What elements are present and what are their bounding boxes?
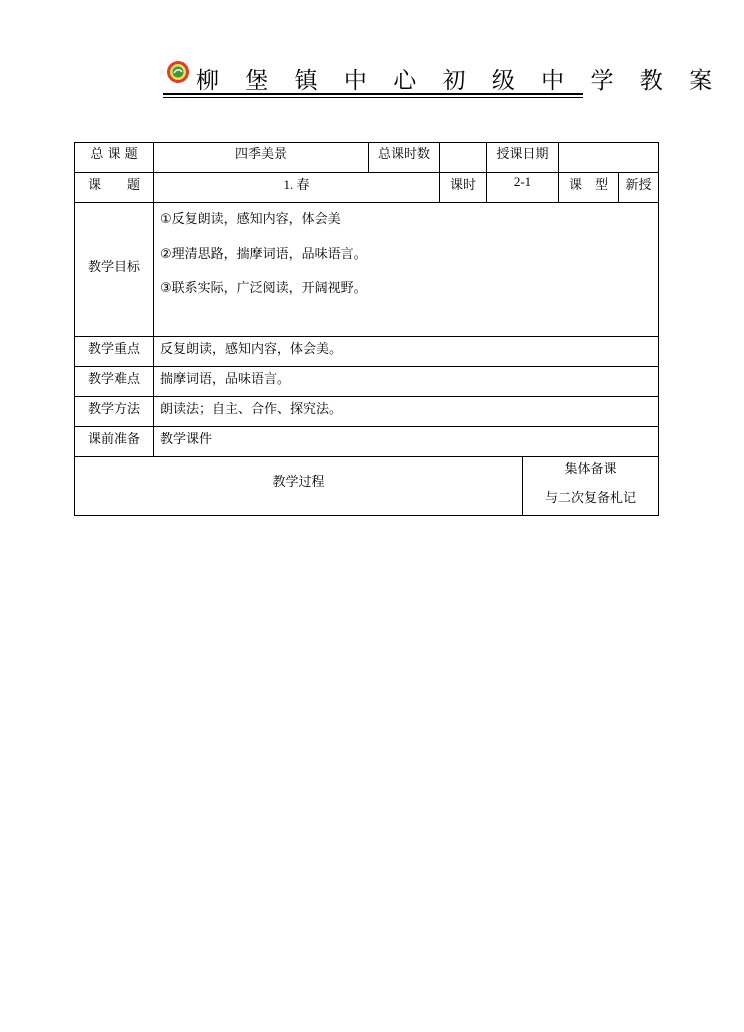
label-process: 教学过程 bbox=[272, 475, 325, 490]
goal-item-2: ②理清思路，揣摩词语，品味语言。 bbox=[160, 247, 367, 262]
lesson-value: 1. 春 bbox=[283, 177, 310, 192]
topic-value: 四季美景 bbox=[234, 147, 287, 162]
type-value: 新授 bbox=[625, 178, 652, 193]
label-date: 授课日期 bbox=[496, 147, 549, 162]
label-prep: 课前准备 bbox=[87, 432, 140, 447]
label-total-hours: 总课时数 bbox=[377, 147, 430, 162]
label-topic: 总 课 题 bbox=[90, 147, 138, 162]
label-period: 课时 bbox=[449, 178, 476, 193]
focus-value: 反复朗读，感知内容，体会美。 bbox=[160, 342, 343, 357]
label-method: 教学方法 bbox=[87, 402, 140, 417]
method-value: 朗读法；自主、合作、探究法。 bbox=[160, 402, 343, 417]
label-type: 课 型 bbox=[568, 178, 608, 193]
label-lesson: 课 题 bbox=[87, 178, 140, 193]
period-value: 2-1 bbox=[513, 174, 532, 189]
prep-value: 教学课件 bbox=[160, 432, 213, 447]
notes-label-line1: 集体备课 bbox=[564, 462, 617, 477]
page-title: 柳 堡 镇 中 心 初 级 中 学 教 案 bbox=[196, 68, 722, 94]
label-focus: 教学重点 bbox=[87, 342, 140, 357]
goal-item-3: ③联系实际，广泛阅读，开阔视野。 bbox=[160, 281, 367, 296]
goal-item-1: ①反复朗读，感知内容，体会美 bbox=[160, 212, 341, 227]
label-difficulty: 教学难点 bbox=[87, 372, 140, 387]
notes-label-line2: 与二次复备札记 bbox=[544, 491, 636, 506]
difficulty-value: 揣摩词语，品味语言。 bbox=[160, 372, 291, 387]
label-goals: 教学目标 bbox=[87, 260, 140, 275]
